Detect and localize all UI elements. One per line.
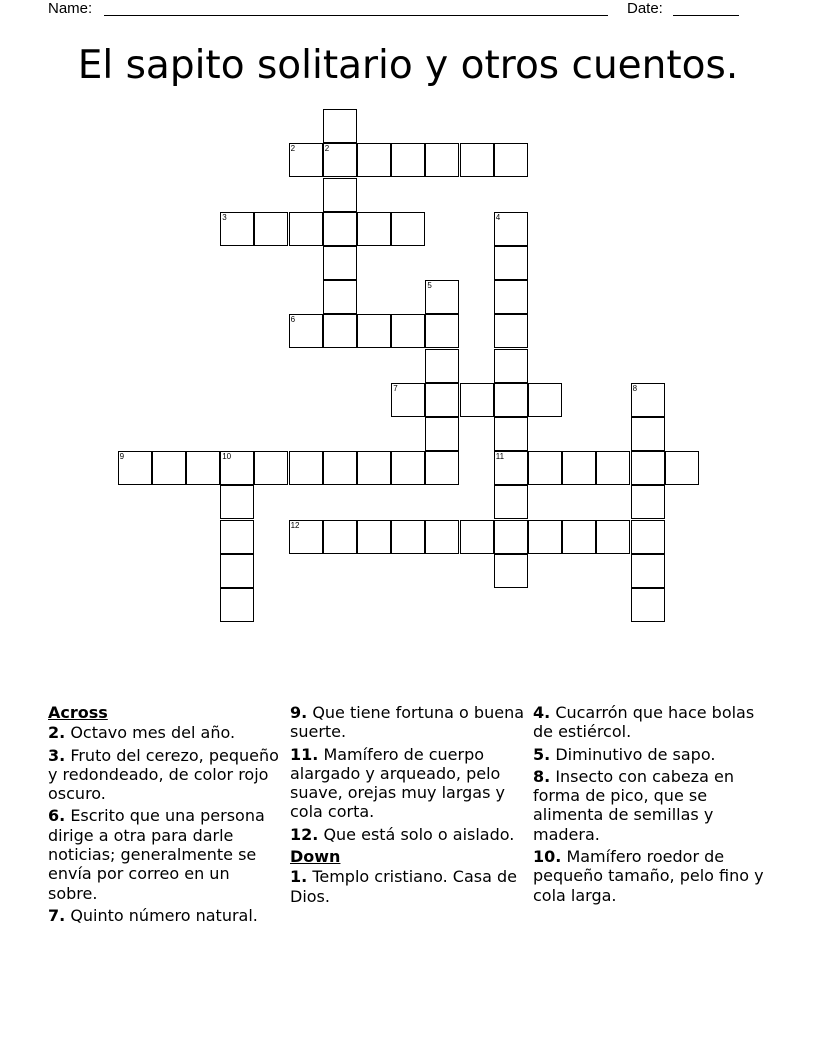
crossword-cell[interactable]	[425, 349, 459, 383]
clue-text: Mamífero de cuerpo alargado y arqueado, pelo suave, orejas muy largas y cola corta.	[290, 744, 505, 822]
crossword-cell[interactable]	[425, 314, 459, 348]
crossword-cell[interactable]	[357, 314, 391, 348]
crossword-cell[interactable]	[289, 451, 323, 485]
crossword-cell[interactable]	[494, 520, 528, 554]
crossword-cell[interactable]	[460, 143, 494, 177]
clue-across-7	[48, 906, 283, 925]
date-label: Date:	[627, 0, 663, 17]
crossword-cell[interactable]	[528, 520, 562, 554]
crossword-cell[interactable]	[220, 485, 254, 519]
clue-text: Escrito que una persona dirige a otra para darle noticias; generalmente se envía por correo en un sobre.	[48, 806, 265, 903]
crossword-cell[interactable]	[323, 520, 357, 554]
crossword-cell[interactable]	[357, 143, 391, 177]
clue-number: 5.	[533, 744, 551, 764]
clue-down-4	[533, 703, 768, 742]
clue-text: Quinto número natural.	[70, 905, 258, 925]
crossword-cell[interactable]	[220, 554, 254, 588]
crossword-cell[interactable]	[631, 554, 665, 588]
crossword-cell[interactable]	[323, 143, 357, 177]
name-label: Name:	[48, 0, 93, 17]
clue-number: 6.	[48, 806, 66, 826]
crossword-cell[interactable]	[631, 451, 665, 485]
clue-column-2	[290, 703, 525, 909]
crossword-cell[interactable]	[528, 383, 562, 417]
crossword-cell[interactable]	[323, 314, 357, 348]
crossword-cell[interactable]	[357, 520, 391, 554]
crossword-cell[interactable]	[631, 520, 665, 554]
cell-number: 2	[290, 144, 296, 154]
clue-number: 10.	[533, 847, 562, 867]
crossword-cell[interactable]	[323, 280, 357, 314]
crossword-cell[interactable]	[254, 451, 288, 485]
cell-number: 12	[290, 520, 300, 530]
cell-number: 3	[222, 212, 227, 222]
crossword-cell[interactable]	[425, 417, 459, 451]
down-heading: Down	[290, 847, 341, 867]
clue-text: Diminutivo de sapo.	[555, 744, 716, 764]
clue-number: 3.	[48, 745, 66, 765]
clue-column-1	[48, 703, 283, 928]
crossword-cell[interactable]	[323, 178, 357, 212]
crossword-cell[interactable]	[494, 143, 528, 177]
crossword-cell[interactable]	[118, 451, 152, 485]
crossword-cell[interactable]	[323, 109, 357, 143]
cell-number: 8	[632, 383, 638, 393]
clue-down-5	[533, 745, 768, 764]
clue-column-3	[533, 703, 768, 908]
crossword-cell[interactable]	[631, 417, 665, 451]
crossword-cell[interactable]	[528, 451, 562, 485]
crossword-cell[interactable]	[289, 520, 323, 554]
crossword-cell[interactable]	[254, 212, 288, 246]
crossword-cell[interactable]	[220, 451, 254, 485]
crossword-cell[interactable]	[631, 383, 665, 417]
clue-text: Fruto del cerezo, pequeño y redondeado, de color rojo oscuro.	[48, 745, 279, 804]
crossword-cell[interactable]	[494, 349, 528, 383]
crossword-cell[interactable]	[186, 451, 220, 485]
crossword-cell[interactable]	[425, 143, 459, 177]
clue-down-10	[533, 847, 768, 905]
crossword-cell[interactable]	[494, 554, 528, 588]
crossword-cell[interactable]	[562, 451, 596, 485]
clue-number: 1.	[290, 867, 308, 887]
clue-number: 8.	[533, 766, 551, 786]
crossword-cell[interactable]	[425, 520, 459, 554]
crossword-cell[interactable]	[494, 246, 528, 280]
clue-number: 11.	[290, 744, 319, 764]
crossword-cell[interactable]	[391, 520, 425, 554]
cell-number: 6	[290, 315, 296, 325]
clue-across-6	[48, 806, 283, 902]
clue-number: 2.	[48, 723, 66, 743]
clue-across-11	[290, 745, 525, 822]
clue-text: Insecto con cabeza en forma de pico, que se alimenta de semillas y madera.	[533, 766, 734, 844]
crossword-cell[interactable]	[596, 520, 630, 554]
crossword-cell[interactable]	[460, 520, 494, 554]
crossword-cell[interactable]	[631, 485, 665, 519]
crossword-cell[interactable]	[357, 451, 391, 485]
crossword-cell[interactable]	[391, 451, 425, 485]
clue-text: Que está solo o aislado.	[323, 824, 515, 844]
crossword-cell[interactable]	[631, 588, 665, 622]
crossword-cell[interactable]	[152, 451, 186, 485]
crossword-cell[interactable]	[220, 520, 254, 554]
crossword-cell[interactable]	[562, 520, 596, 554]
across-heading: Across	[48, 703, 108, 722]
clue-across-12	[290, 825, 525, 844]
cell-number: 4	[495, 212, 501, 222]
clue-down-8	[533, 767, 768, 844]
crossword-cell[interactable]	[494, 212, 528, 246]
clue-number: 9.	[290, 703, 308, 722]
crossword-cell[interactable]	[323, 246, 357, 280]
clue-number: 12.	[290, 824, 319, 844]
cell-number: 10	[222, 452, 232, 462]
crossword-cell[interactable]	[425, 383, 459, 417]
clue-across-3	[48, 746, 283, 804]
clue-across-9	[290, 703, 525, 742]
cell-number: 9	[119, 452, 125, 462]
cell-number: 2	[324, 144, 330, 154]
cell-number: 11	[495, 452, 505, 462]
crossword-cell[interactable]	[494, 280, 528, 314]
crossword-cell[interactable]	[494, 314, 528, 348]
crossword-cell[interactable]	[494, 451, 528, 485]
clue-number: 7.	[48, 905, 66, 925]
clue-text: Templo cristiano. Casa de Dios.	[290, 867, 517, 906]
clue-across-2	[48, 723, 283, 742]
crossword-cell[interactable]	[391, 212, 425, 246]
clue-text: Mamífero roedor de pequeño tamaño, pelo fino y cola larga.	[533, 847, 764, 905]
crossword-cell[interactable]	[220, 588, 254, 622]
crossword-cell[interactable]	[323, 451, 357, 485]
crossword-cell[interactable]	[494, 383, 528, 417]
crossword-cell[interactable]	[357, 212, 391, 246]
crossword-cell[interactable]	[425, 451, 459, 485]
crossword-cell[interactable]	[494, 417, 528, 451]
clue-text: Octavo mes del año.	[70, 723, 236, 743]
crossword-cell[interactable]	[425, 280, 459, 314]
crossword-cell[interactable]	[665, 451, 699, 485]
crossword-cell[interactable]	[391, 143, 425, 177]
crossword-cell[interactable]	[596, 451, 630, 485]
crossword-cell[interactable]	[323, 212, 357, 246]
clue-text: Que tiene fortuna o buena suerte.	[290, 703, 525, 742]
page-title: El sapito solitario y otros cuentos.	[77, 43, 739, 88]
crossword-cell[interactable]	[460, 383, 494, 417]
crossword-cell[interactable]	[391, 383, 425, 417]
crossword-cell[interactable]	[220, 212, 254, 246]
crossword-cell[interactable]	[289, 212, 323, 246]
crossword-cell[interactable]	[289, 143, 323, 177]
crossword-cell[interactable]	[289, 314, 323, 348]
clue-number: 4.	[533, 703, 551, 722]
cell-number: 5	[427, 281, 432, 291]
cell-number: 7	[393, 383, 398, 393]
clue-down-1	[290, 867, 525, 906]
crossword-cell[interactable]	[494, 485, 528, 519]
clue-text: Cucarrón que hace bolas de estiércol.	[533, 703, 755, 742]
crossword-cell[interactable]	[391, 314, 425, 348]
